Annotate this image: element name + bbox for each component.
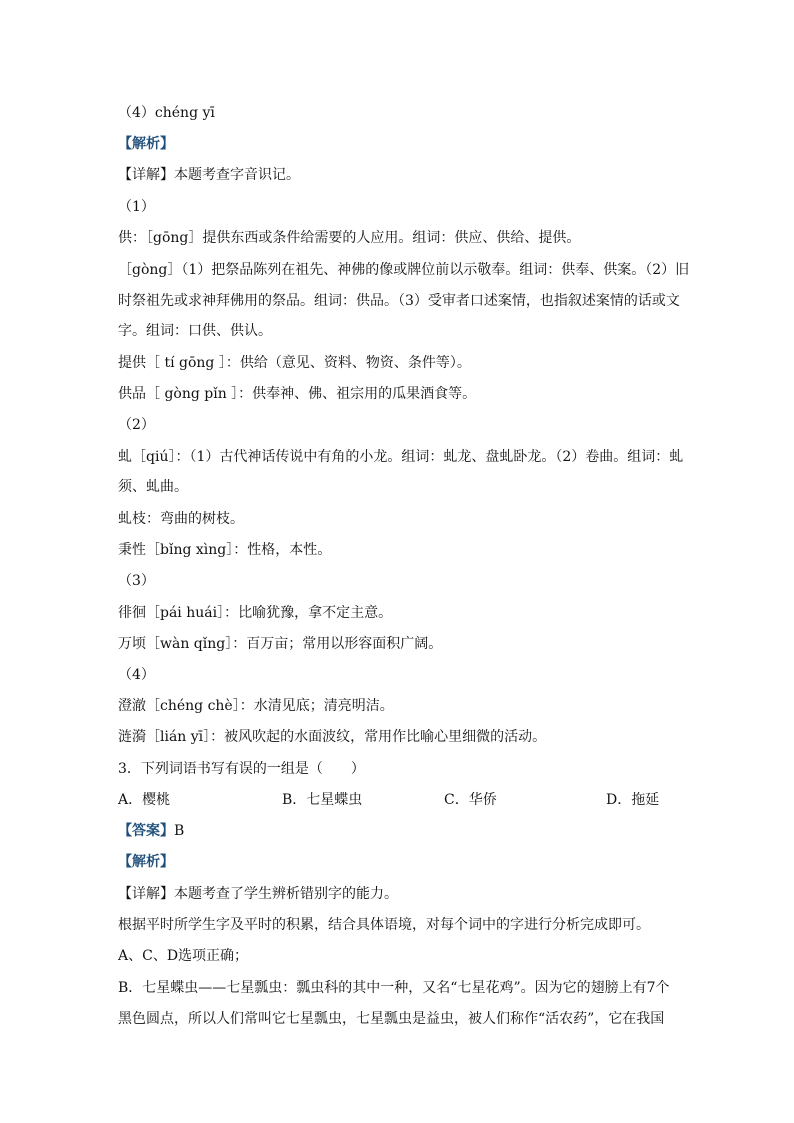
text-line: 须、虬曲。	[118, 479, 188, 495]
text-line: 徘徊［pái huái］：比喻犹豫，拿不定主意。	[118, 605, 393, 621]
option-b: B．七星蝶虫	[282, 792, 363, 808]
text-line: 时祭祖先或求神拜佛用的祭品。组词：供品。（3）受审者口述案情，也指叙述案情的话或文	[118, 293, 680, 309]
section-tag: 【解析】	[118, 854, 174, 870]
text-line: 澄澈［chéng chè］：水清见底；清亮明洁。	[118, 698, 394, 714]
section-tag: 【解析】	[118, 136, 174, 152]
text-line: 【详解】本题考查了学生辨析错别字的能力。	[118, 886, 398, 902]
text-line: （3）	[118, 573, 155, 589]
options-row	[118, 791, 678, 809]
text-line: 万顷［wàn qǐng］：百万亩；常用以形容面积广阔。	[118, 636, 443, 652]
option-a: A．樱桃	[118, 792, 171, 808]
answer-tag: 【答案】	[118, 823, 174, 839]
text-line: 供：［gōng］提供东西或条件给需要的人应用。组词：供应、供给、提供。	[118, 230, 581, 246]
text-line: 提供［ tí gōng ］：供给（意见、资料、物资、条件等）。	[118, 355, 471, 371]
text-line: 黑色圆点，所以人们常叫它七星瓢虫，七星瓢虫是益虫，被人们称作“活农药”，它在我国	[118, 1011, 665, 1027]
text-line: 字。组词：口供、供认。	[118, 323, 272, 339]
answer-line: 【答案】B	[118, 823, 185, 839]
text-line: 秉性［bǐng xìng］：性格，本性。	[118, 542, 332, 558]
text-line: （1）	[118, 199, 155, 215]
text-line: （4）chéng yī	[118, 105, 215, 121]
text-line: （2）	[118, 417, 155, 433]
text-line: 根据平时所学生字及平时的积累，结合具体语境，对每个词中的字进行分析完成即可。	[118, 917, 650, 933]
option-c: C．华侨	[444, 792, 497, 808]
text-line: 供品［ gòng pǐn ］：供奉神、佛、祖宗用的瓜果酒食等。	[118, 386, 477, 402]
text-line: 虬［qiú］：（1）古代神话传说中有角的小龙。组词：虬龙、盘虬卧龙。（2）卷曲。组词：虬	[118, 449, 684, 465]
question-title: 3．下列词语书写有误的一组是（ ）	[118, 761, 365, 777]
text-line: 【详解】本题考查字音识记。	[118, 167, 300, 183]
text-line: A、C、D选项正确；	[118, 948, 249, 964]
text-line: B．七星蝶虫——七星瓢虫：瓢虫科的其中一种，又名“七星花鸡”。因为它的翅膀上有7个	[118, 980, 670, 996]
text-line: 虬枝：弯曲的树枝。	[118, 511, 244, 527]
text-line: （4）	[118, 667, 155, 683]
text-line: ［gòng］（1）把祭品陈列在祖先、神佛的像或牌位前以示敬奉。组词：供奉、供案。（2）旧	[118, 262, 690, 278]
text-line: 涟漪［lián yī］：被风吹起的水面波纹，常用作比喻心里细微的活动。	[118, 729, 547, 745]
option-d: D．拖延	[606, 792, 660, 808]
